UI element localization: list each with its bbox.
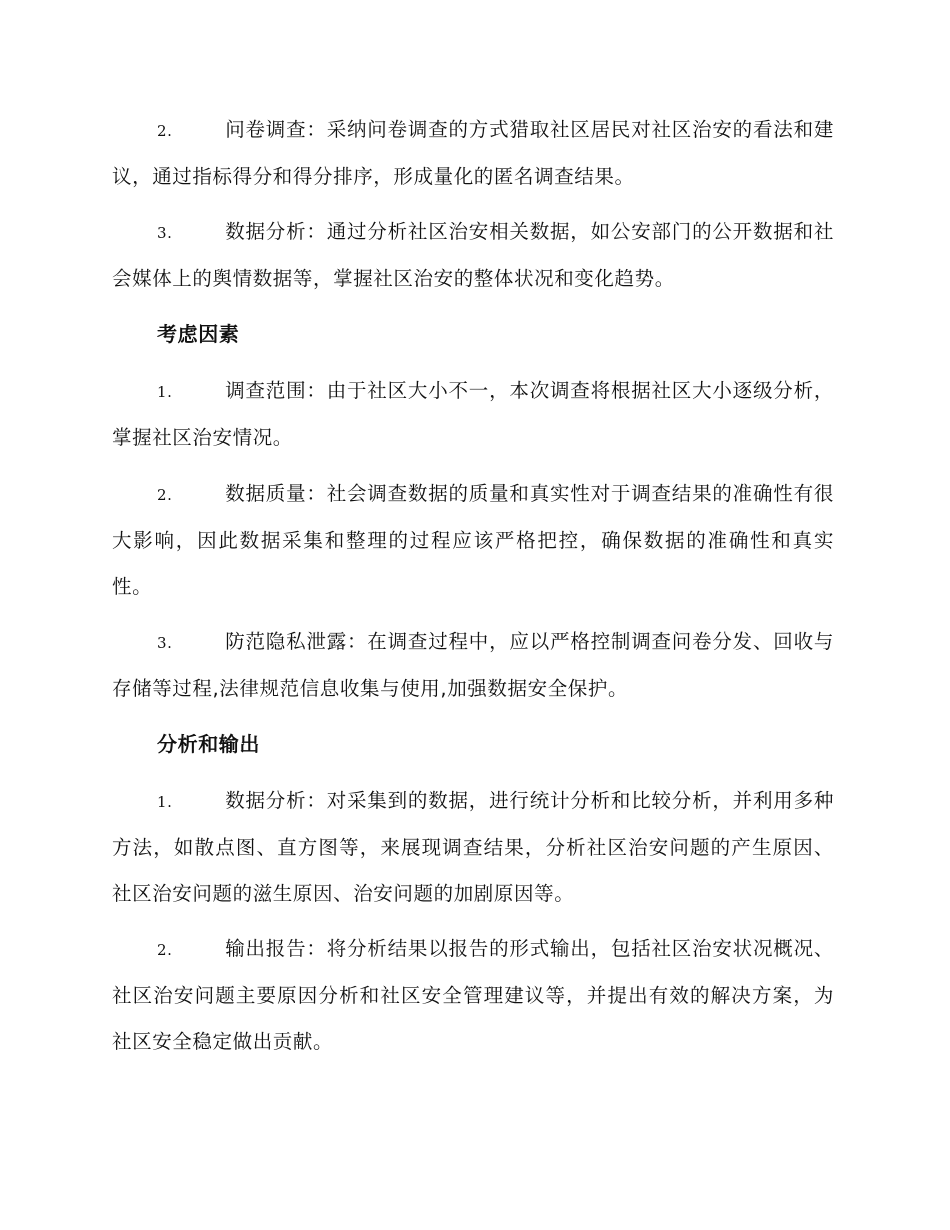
list-number: 2.: [157, 486, 173, 504]
list-item-survey-scope: [112, 368, 834, 461]
section-heading-considerations: 考虑因素: [157, 322, 240, 346]
list-item-report: [112, 926, 834, 1065]
list-number: 1.: [157, 383, 173, 401]
list-number: 2.: [157, 941, 173, 959]
list-item-data-analysis: [112, 209, 834, 302]
list-item-questionnaire: [112, 107, 834, 200]
list-item-analysis: [112, 778, 834, 917]
list-item-text: 数据分析：对采集到的数据，进行统计分析和比较分析，并利用多种方法，如散点图、直方图等，来展现调查结果，分析社区治安问题的产生原因、社区治安问题的滋生原因、治安问题的加剧原因等。: [112, 789, 834, 905]
list-item-text: 问卷调查：采纳问卷调查的方式猎取社区居民对社区治安的看法和建议，通过指标得分和得分排序，形成量化的匿名调查结果。: [112, 118, 834, 188]
list-number: 3.: [157, 224, 173, 242]
list-item-text: 防范隐私泄露：在调查过程中，应以严格控制调查问卷分发、回收与存储等过程,法律规范信息收集与使用,加强数据安全保护。: [112, 630, 834, 700]
list-number: 1.: [157, 793, 173, 811]
list-item-text: 数据分析：通过分析社区治安相关数据，如公安部门的公开数据和社会媒体上的舆情数据等，掌握社区治安的整体状况和变化趋势。: [112, 220, 834, 290]
list-number: 2.: [157, 122, 173, 140]
list-number: 3.: [157, 634, 173, 652]
list-item-privacy: [112, 619, 834, 712]
list-item-data-quality: [112, 471, 834, 610]
list-item-text: 输出报告：将分析结果以报告的形式输出，包括社区治安状况概况、社区治安问题主要原因分析和社区安全管理建议等，并提出有效的解决方案，为社区安全稳定做出贡献。: [112, 937, 834, 1053]
section-heading-analysis-output: 分析和输出: [157, 732, 260, 756]
list-item-text: 数据质量：社会调查数据的质量和真实性对于调查结果的准确性有很大影响，因此数据采集和整理的过程应该严格把控，确保数据的准确性和真实性。: [112, 482, 834, 598]
list-item-text: 调查范围：由于社区大小不一，本次调查将根据社区大小逐级分析，掌握社区治安情况。: [112, 379, 834, 449]
